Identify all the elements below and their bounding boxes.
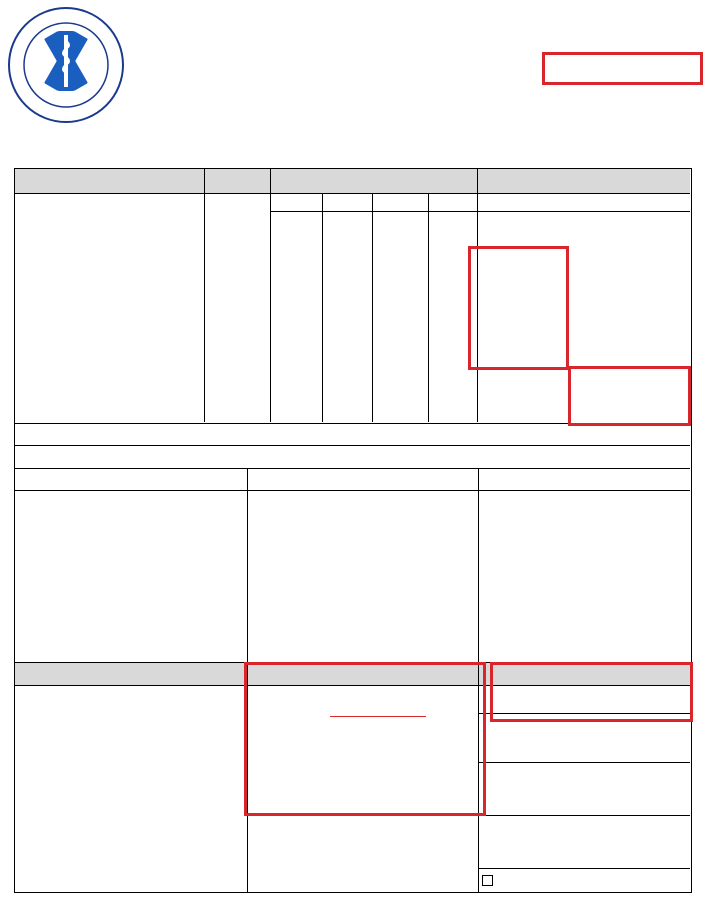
highlight-mission-date: [542, 52, 703, 85]
logo: [6, 5, 126, 125]
highlight-notes: [244, 662, 486, 816]
center-no-consent-checkbox[interactable]: [482, 875, 493, 886]
highlight-treatment-right: [568, 366, 691, 426]
highlight-center: [490, 662, 693, 722]
highlight-treatment-left: [468, 246, 569, 370]
main-header-bg: [15, 169, 690, 193]
